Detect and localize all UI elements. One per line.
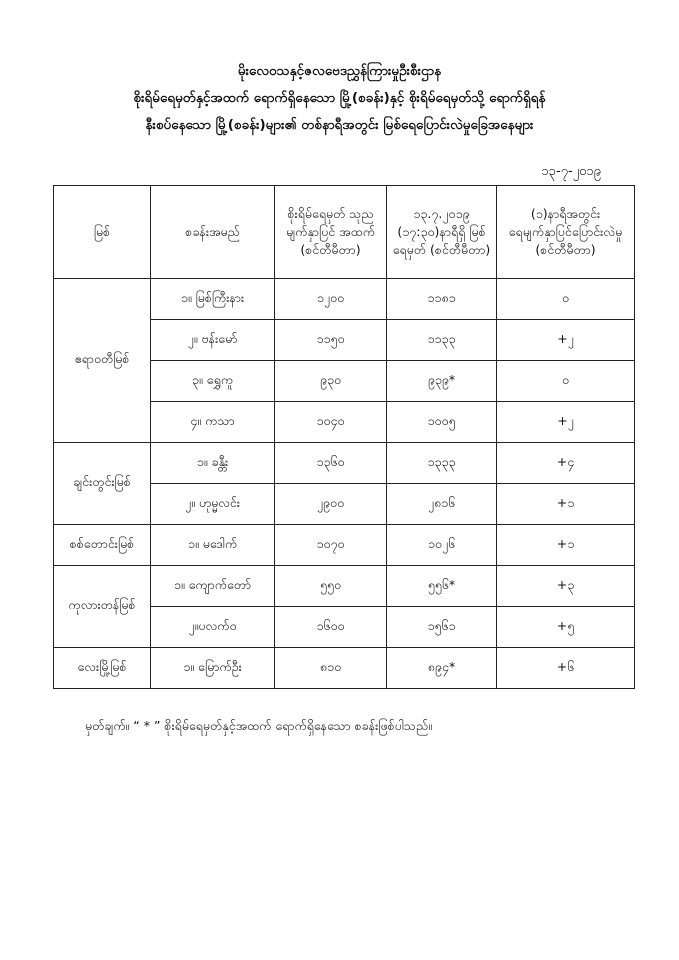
danger-level: ၁၆၀၀ xyxy=(275,607,387,648)
current-level: ၂၈၁၆ xyxy=(387,484,497,525)
department-title: မိုးလေဝသနှင့်ဇလဗေဒညွှန်ကြားမှုဦးစီးဌာန xyxy=(237,63,442,79)
station-name: ၃။ ရွှေကူ xyxy=(151,361,275,402)
station-name: ၂။ ဗန်းမော် xyxy=(151,320,275,361)
table-header-row xyxy=(54,186,635,279)
hourly-change: ၀ xyxy=(497,279,635,320)
station-name: ၁။ မဒေါက် xyxy=(151,525,275,566)
footnote: မှတ်ချက်။ “ * ” စိုးရိမ်ရေမှတ်နှင့်အထက် ရောက်ရှိနေသော စခန်းဖြစ်ပါသည်။ xyxy=(85,718,432,733)
danger-level: ၁၀၇၀ xyxy=(275,525,387,566)
hourly-change: +၄ xyxy=(497,443,635,484)
table-row xyxy=(54,566,635,607)
hourly-change: +၂ xyxy=(497,320,635,361)
header-danger-level: စိုးရိမ်ရေမှတ် သုညမျက်နှာပြင် အထက် (စင်တီမီတာ) xyxy=(275,186,387,279)
river-name: လေးမြို့မြစ် xyxy=(54,648,151,689)
current-level: ၁၀၂၆ xyxy=(387,525,497,566)
header-current-level: ၁၃.၇.၂၀၁၉ (၁၇:၃၀)နာရီရှိ မြစ်ရေမှတ် (စင်တီမီတာ) xyxy=(387,186,497,279)
station-name: ၂။ပလက်ဝ xyxy=(151,607,275,648)
hourly-change: +၁ xyxy=(497,484,635,525)
report-title-line-2: နီးစပ်နေသော မြို့(စခန်း)များ၏ တစ်နာရီအတွင်း မြစ်ရေပြောင်းလဲမှုခြေအနေများ xyxy=(145,117,534,133)
danger-level: ၁၁၅၀ xyxy=(275,320,387,361)
station-name: ၁။ မြစ်ကြီးနား xyxy=(151,279,275,320)
table-row xyxy=(54,279,635,320)
table-row xyxy=(54,525,635,566)
river-name: ချင်းတွင်းမြစ် xyxy=(54,443,151,525)
current-level: ၈၉၄* xyxy=(387,648,497,689)
danger-level: ၅၅၀ xyxy=(275,566,387,607)
river-level-table xyxy=(53,185,635,689)
station-name: ၂။ ဟုမ္မလင်း xyxy=(151,484,275,525)
hourly-change: +၆ xyxy=(497,648,635,689)
hourly-change: +၃ xyxy=(497,566,635,607)
current-level: ၁၁၃၃ xyxy=(387,320,497,361)
current-level: ၁၀၀၅ xyxy=(387,402,497,443)
header-hourly-change: (၁)နာရီအတွင်း ရေမျက်နှာပြင်ပြောင်းလဲမှု (စင်တီမီတာ) xyxy=(497,186,635,279)
hourly-change: +၂ xyxy=(497,402,635,443)
hourly-change: +၁ xyxy=(497,525,635,566)
current-level: ၅၅၆* xyxy=(387,566,497,607)
station-name: ၄။ ကသာ xyxy=(151,402,275,443)
current-level: ၁၅၆၁ xyxy=(387,607,497,648)
report-date: ၁၃-၇-၂၀၁၉ xyxy=(541,164,601,179)
station-name: ၁။ မြောက်ဦး xyxy=(151,648,275,689)
station-name: ၁။ ခန္တီး xyxy=(151,443,275,484)
current-level: ၁၃၃၃ xyxy=(387,443,497,484)
hourly-change: +၅ xyxy=(497,607,635,648)
danger-level: ၂၉၀၀ xyxy=(275,484,387,525)
danger-level: ၈၁၀ xyxy=(275,648,387,689)
table-row xyxy=(54,443,635,484)
danger-level: ၉၃၀ xyxy=(275,361,387,402)
station-name: ၁။ ကျောက်တော် xyxy=(151,566,275,607)
river-name: ကုလားတန်မြစ် xyxy=(54,566,151,648)
danger-level: ၁၂၀၀ xyxy=(275,279,387,320)
header-station: စခန်းအမည် xyxy=(151,186,275,279)
danger-level: ၁၀၄၀ xyxy=(275,402,387,443)
danger-level: ၁၃၆၀ xyxy=(275,443,387,484)
current-level: ၁၁၈၁ xyxy=(387,279,497,320)
river-name: စစ်တောင်းမြစ် xyxy=(54,525,151,566)
current-level: ၉၃၉* xyxy=(387,361,497,402)
hourly-change: ၀ xyxy=(497,361,635,402)
river-name: ဧရာဝတီမြစ် xyxy=(54,279,151,443)
header-river: မြစ် xyxy=(54,186,151,279)
report-header xyxy=(0,58,679,139)
report-title-line-1: စိုးရိမ်ရေမှတ်နှင့်အထက် ရောက်ရှိနေသော မြို့(စခန်း)နှင့် စိုးရိမ်ရေမှတ်သို့ ရောက်ရှိရန် xyxy=(133,90,546,106)
table-row xyxy=(54,648,635,689)
